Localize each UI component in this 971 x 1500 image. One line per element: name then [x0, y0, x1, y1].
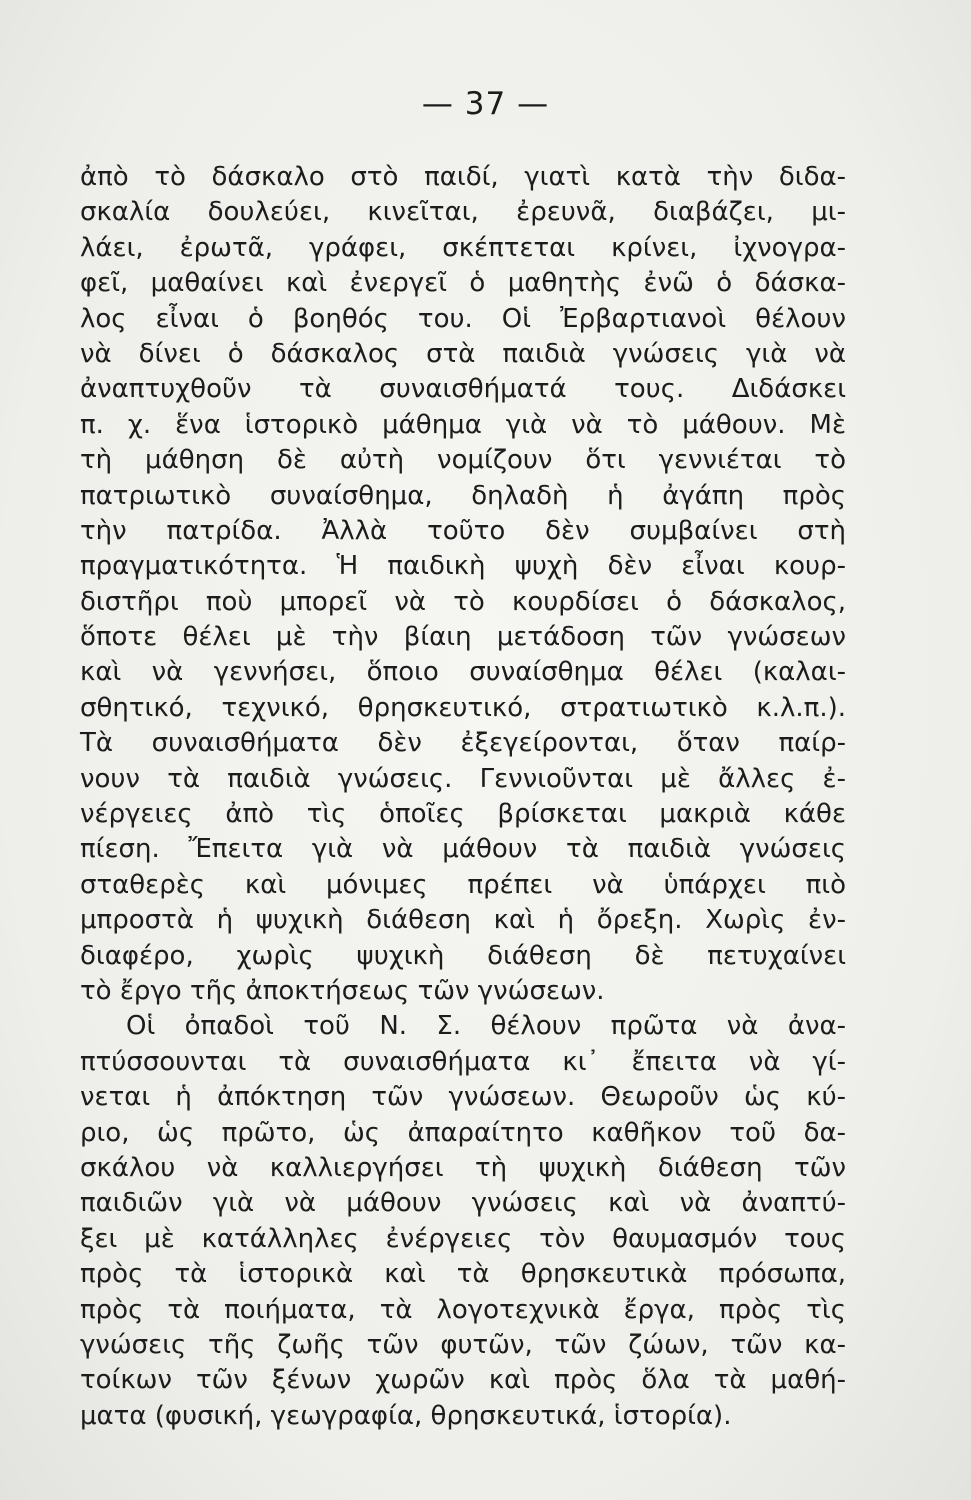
text-line: φεῖ, μαθαίνει καὶ ἐνεργεῖ ὁ μαθητὴς ἐνῶ ὁ δάσκα-: [80, 268, 846, 299]
text-line: διαφέρο, χωρὶς ψυχικὴ διάθεση δὲ πετυχαίνει: [80, 940, 846, 971]
text-line: πίεση. Ἔπειτα γιὰ νὰ μάθουν τὰ παιδιὰ γνώσεις: [80, 834, 846, 865]
paragraph-2: [80, 1009, 846, 1434]
text-line: ὅποτε θέλει μὲ τὴν βίαιη μετάδοση τῶν γνώσεων: [80, 622, 846, 653]
text-line: λάει, ἐρωτᾶ, γράφει, σκέπτεται κρίνει, ἰχνογρα-: [80, 232, 846, 263]
text-line: πτύσσουνται τὰ συναισθήματα κι᾽ ἔπειτα νὰ γί-: [80, 1046, 846, 1077]
text-line: Οἱ ὀπαδοὶ τοῦ Ν. Σ. θέλουν πρῶτα νὰ ἀνα-: [126, 1011, 846, 1042]
text-line: τὸ ἔργο τῆς ἀποκτήσεως τῶν γνώσεων.: [80, 975, 605, 1006]
text-line: ριο, ὡς πρῶτο, ὡς ἀπαραίτητο καθῆκον τοῦ δα-: [80, 1117, 846, 1148]
text-line: νὰ δίνει ὁ δάσκαλος στὰ παιδιὰ γνώσεις γιὰ νὰ: [80, 338, 846, 369]
text-line: τοίκων τῶν ξένων χωρῶν καὶ πρὸς ὅλα τὰ μαθή-: [80, 1365, 846, 1396]
text-line: παιδιῶν γιὰ νὰ μάθουν γνώσεις καὶ νὰ ἀναπτύ-: [80, 1188, 846, 1219]
text-line: ἀναπτυχθοῦν τὰ συναισθήματά τους. Διδάσκει: [80, 374, 846, 405]
text-line: σκαλία δουλεύει, κινεῖται, ἐρευνᾶ, διαβάζει, μι-: [80, 197, 846, 228]
text-line: Τὰ συναισθήματα δὲν ἐξεγείρονται, ὅταν παίρ-: [80, 728, 846, 759]
text-line: μπροστὰ ἡ ψυχικὴ διάθεση καὶ ἡ ὄρεξη. Χωρὶς ἐν-: [80, 905, 846, 936]
paragraph-1: [80, 160, 846, 1009]
text-line: σκάλου νὰ καλλιεργήσει τὴ ψυχικὴ διάθεση τῶν: [80, 1152, 846, 1183]
text-line: νεται ἡ ἀπόκτηση τῶν γνώσεων. Θεωροῦν ὡς κύ-: [80, 1082, 846, 1113]
text-line: π. χ. ἕνα ἱστορικὸ μάθημα γιὰ νὰ τὸ μάθουν. Μὲ: [80, 409, 846, 440]
text-line: καὶ νὰ γεννήσει, ὅποιο συναίσθημα θέλει (καλαι-: [80, 657, 846, 688]
text-line: νέργειες ἀπὸ τὶς ὁποῖες βρίσκεται μακριὰ κάθε: [80, 799, 846, 830]
text-line: λος εἶναι ὁ βοηθός του. Οἱ Ἐρβαρτιανοὶ θέλουν: [80, 303, 846, 334]
text-line: ξει μὲ κατάλληλες ἐνέργειες τὸν θαυμασμόν τους: [80, 1223, 846, 1254]
text-line: σταθερὲς καὶ μόνιμες πρέπει νὰ ὑπάρχει πιὸ: [80, 869, 846, 900]
body-text: [80, 160, 846, 1434]
text-line: ἀπὸ τὸ δάσκαλο στὸ παιδί, γιατὶ κατὰ τὴν διδα-: [80, 162, 846, 192]
text-line: ματα (φυσική, γεωγραφία, θρησκευτικά, ἱστορία).: [80, 1400, 732, 1431]
text-line: γνώσεις τῆς ζωῆς τῶν φυτῶν, τῶν ζώων, τῶν κα-: [80, 1329, 846, 1360]
text-line: τὴν πατρίδα. Ἀλλὰ τοῦτο δὲν συμβαίνει στὴ: [80, 515, 846, 546]
page-number: — 37 —: [421, 86, 550, 122]
text-line: πατριωτικὸ συναίσθημα, δηλαδὴ ἡ ἀγάπη πρὸς: [80, 480, 846, 511]
text-line: πρὸς τὰ ἱστορικὰ καὶ τὰ θρησκευτικὰ πρόσωπα,: [80, 1259, 846, 1290]
text-line: πραγματικότητα. Ἡ παιδικὴ ψυχὴ δὲν εἶναι κουρ-: [80, 551, 846, 582]
text-line: σθητικό, τεχνικό, θρησκευτικό, στρατιωτικὸ κ.λ.π.).: [80, 692, 846, 723]
text-line: διστῆρι ποὺ μπορεῖ νὰ τὸ κουρδίσει ὁ δάσκαλος,: [80, 586, 846, 617]
text-line: νουν τὰ παιδιὰ γνώσεις. Γεννιοῦνται μὲ ἄλλες ἐ-: [80, 763, 846, 794]
text-line: πρὸς τὰ ποιήματα, τὰ λογοτεχνικὰ ἔργα, πρὸς τὶς: [80, 1294, 846, 1325]
text-line: τὴ μάθηση δὲ αὐτὴ νομίζουν ὅτι γεννιέται τὸ: [80, 445, 846, 476]
